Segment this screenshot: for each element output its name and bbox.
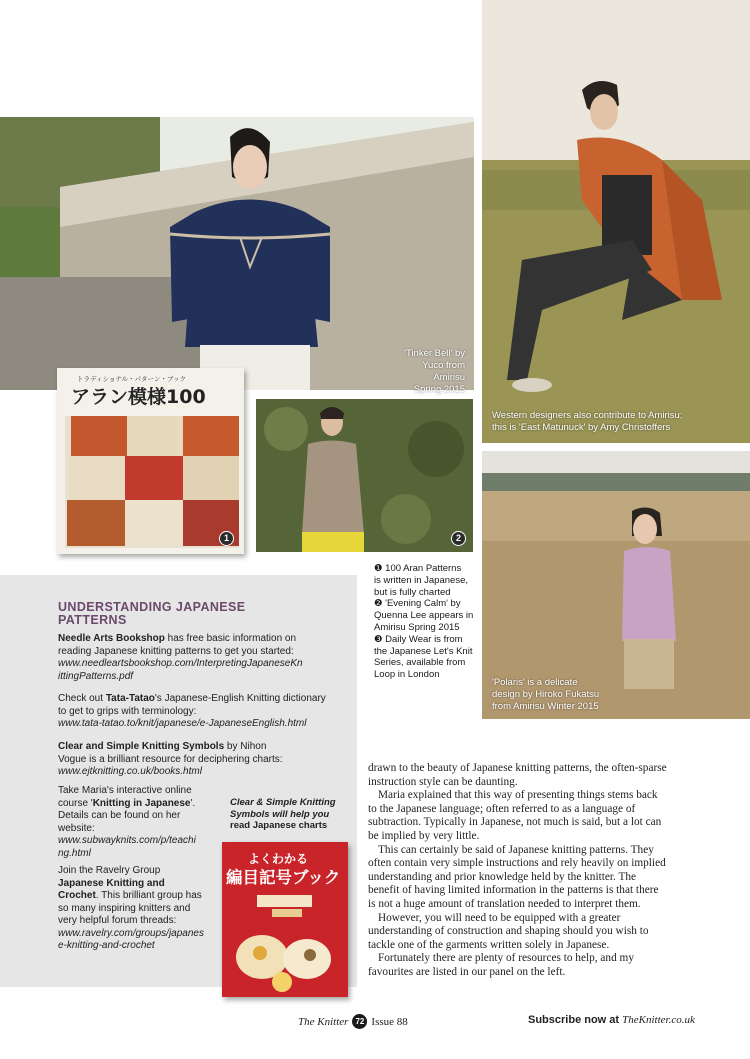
- photo-credits: ❶ 100 Aran Patterns is written in Japanese, but is fully charted ❷ 'Evening Calm' by Quenna Lee appears in Amirisu Spring 2015 ❸ Daily Wear is from the Japanese Let's Knit Series, available from Loop in London: [374, 563, 474, 681]
- photo-evening-calm: [256, 399, 473, 552]
- book-knitting-symbols: [222, 842, 348, 997]
- resource-desc: '. Details can be found on her website:: [58, 797, 196, 834]
- subscribe-link[interactable]: TheKnitter.co.uk: [622, 1014, 695, 1026]
- body-paragraph: Fortunately there are plenty of resources to help, and my favourites are listed in our panel on the left.: [368, 952, 634, 978]
- caption-tinker-bell: 'Tinker Bell' by Yuco from Amirisu Spring 2015: [404, 348, 465, 395]
- resource-desc: 's Japanese-English Knitting dictionary to get to grips with terminology:: [58, 693, 326, 717]
- resource-name: Japanese Knitting and Crochet: [58, 877, 165, 901]
- page-number: 72: [352, 1014, 367, 1029]
- photo-east-matunuck: [482, 0, 750, 443]
- resource-ravelry-group: [58, 865, 206, 953]
- resource-link[interactable]: www.ravelry.com/groups/japanese-knitting-and-crochet: [58, 927, 204, 951]
- body-paragraph: Maria explained that this way of presenting things stems back to the Japanese language; often referred to as a language of subtraction. Typically in Japanese, not much is said, but a lot can be implied by very little.: [368, 789, 662, 842]
- caption-east-matunuck: Western designers also contribute to Amirisu; this is 'East Matunuck' by Amy Christoffers: [492, 410, 683, 433]
- resource-link[interactable]: www.subwayknits.com/p/teaching.html: [58, 835, 196, 859]
- book-aran-patterns: [57, 368, 244, 554]
- resource-pre: Take Maria's interactive online course ': [58, 785, 192, 809]
- badge-two: 2: [451, 531, 466, 546]
- resource-maria-course: [58, 785, 198, 860]
- resources-panel: [0, 575, 357, 987]
- footer-subscribe: [528, 1014, 695, 1026]
- resource-pre: Join the Ravelry Group: [58, 865, 161, 876]
- resource-name: Tata-Tatao: [105, 693, 155, 704]
- article-body: [368, 762, 668, 980]
- resource-desc: has free basic information on reading Japanese knitting patterns to get you started:: [58, 633, 297, 657]
- resource-tata-tatao: [58, 693, 328, 731]
- resource-knitting-symbols: [58, 741, 293, 779]
- body-paragraph: drawn to the beauty of Japanese knitting patterns, the often-sparse instruction style can be daunting.: [368, 762, 667, 788]
- aran-book-kana: トラディショナル・パターン・ブック: [77, 376, 186, 383]
- panel-title: UNDERSTANDING JAPANESE PATTERNS: [58, 600, 246, 627]
- symbols-book-title: 編目記号ブック: [226, 868, 341, 887]
- footer-folio: [298, 1014, 408, 1029]
- resource-name: Clear and Simple Knitting Symbols: [58, 741, 225, 752]
- badge-one: 1: [219, 531, 234, 546]
- magazine-name: The Knitter: [298, 1015, 349, 1028]
- body-paragraph: However, you will need to be equipped with a greater understanding of construction and shaping should you wish to tackle one of the garments written solely in Japanese.: [368, 911, 649, 951]
- aran-book-title: アラン模様100: [71, 386, 206, 408]
- resource-pre: Check out: [58, 693, 106, 704]
- symbols-book-title-top: よくわかる: [248, 852, 309, 866]
- subscribe-text: Subscribe now at: [528, 1014, 620, 1026]
- resource-desc: . This brilliant group has so many inspiring knitters and very helpful forum threads:: [58, 890, 202, 926]
- resource-name: Knitting in Japanese: [92, 797, 191, 809]
- resource-link[interactable]: www.needleartsbookshop.com/InterpretingJapaneseKnittingPatterns.pdf: [58, 658, 303, 682]
- resource-link[interactable]: www.ejtknitting.co.uk/books.html: [58, 766, 202, 777]
- resource-desc: by Nihon Vogue is a brilliant resource for deciphering charts:: [58, 741, 283, 765]
- resource-name: Needle Arts Bookshop: [58, 633, 165, 644]
- issue-number: Issue 88: [371, 1015, 408, 1028]
- symbols-book-illustration: [222, 887, 348, 997]
- symbols-book-caption: Clear & Simple Knitting Symbols will help you read Japanese charts: [230, 797, 336, 831]
- resource-link[interactable]: www.tata-tatao.to/knit/japanese/e-JapaneseEnglish.html: [58, 718, 307, 729]
- resource-needle-arts: [58, 633, 303, 683]
- caption-polaris: 'Polaris' is a delicate design by Hiroko Fukatsu from Amirisu Winter 2015: [492, 677, 600, 712]
- body-paragraph: This can certainly be said of Japanese knitting patterns. They often contain very simple instructions and rely heavily on implied understanding and prior knowledge held by the knitter. The benefit of having limited information in the patterns is that there is not a huge amount of translation needed to interpret them.: [368, 843, 666, 910]
